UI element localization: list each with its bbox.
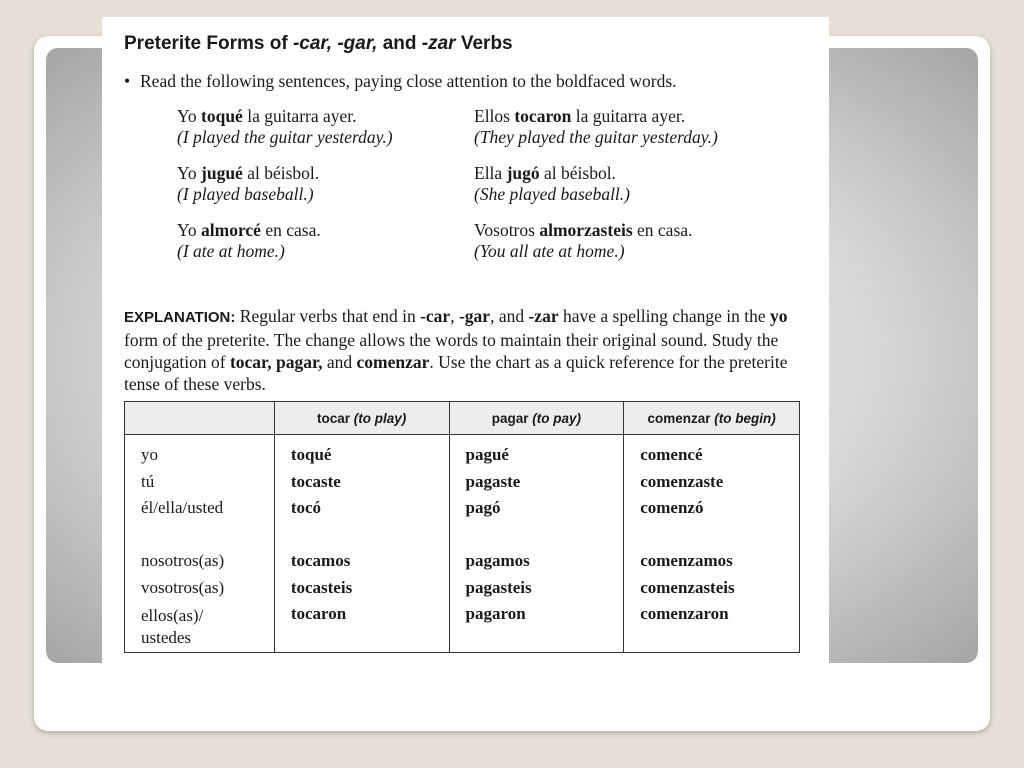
example-verb: almorcé xyxy=(201,220,261,240)
example-verb: almorzasteis xyxy=(539,220,633,240)
example-pre: Yo xyxy=(177,106,202,126)
conjugation-table xyxy=(124,401,800,653)
example-pre: Ellos xyxy=(474,106,515,126)
row-spacer xyxy=(466,522,624,549)
comenzar-column xyxy=(624,435,800,653)
form-cell: comenzamos xyxy=(640,551,733,570)
pronoun-column xyxy=(125,435,275,653)
explanation-bold: tocar, pagar, xyxy=(229,351,323,372)
explanation-text: , and xyxy=(490,305,529,326)
explanation-bold: -car xyxy=(420,305,451,326)
pronoun-cell: vosotros(as) xyxy=(141,577,225,597)
pronoun-cell: yo xyxy=(141,445,158,464)
table-header-comenzar xyxy=(624,402,800,435)
table-header-empty xyxy=(125,402,275,435)
example-sentence xyxy=(474,163,718,184)
example-pre: Ella xyxy=(474,163,507,183)
examples-right xyxy=(474,106,718,277)
title-suffix: Verbs xyxy=(455,33,513,54)
explanation-bold: comenzar xyxy=(356,351,430,372)
pronoun-cell: nosotros(as) xyxy=(141,551,225,570)
table-row xyxy=(125,435,800,653)
document-title xyxy=(124,33,513,55)
explanation-text: Regular verbs that end in xyxy=(235,305,421,326)
pronoun-cell: ellos(as)/ xyxy=(141,606,204,625)
example-post: la guitarra ayer. xyxy=(242,106,357,126)
example-pair xyxy=(177,106,393,163)
example-sentence xyxy=(474,106,718,127)
form-cell: tocó xyxy=(290,498,322,517)
form-cell: pagasteis xyxy=(465,577,532,597)
example-pre: Yo xyxy=(177,220,202,240)
form-cell: comenzó xyxy=(640,498,704,517)
title-prefix: Preterite Forms of xyxy=(124,33,293,54)
document-page xyxy=(102,17,829,663)
explanation-text: form of the preterite. The change allows the words to maintain their original sound. Study the conjugation of xyxy=(124,329,779,372)
header-verb: tocar xyxy=(317,410,351,426)
form-cell: comenzaste xyxy=(640,471,724,491)
example-translation: (I ate at home.) xyxy=(177,241,285,261)
example-sentence xyxy=(177,163,393,184)
form-cell: tocasteis xyxy=(290,577,353,597)
example-translation: (I played the guitar yesterday.) xyxy=(177,127,393,147)
title-zar: -zar xyxy=(421,33,456,54)
example-pair xyxy=(474,220,718,277)
explanation-paragraph xyxy=(124,305,814,395)
header-verb: comenzar xyxy=(647,410,711,426)
form-cell: pagaste xyxy=(465,471,521,491)
row-spacer xyxy=(291,522,449,549)
row-spacer xyxy=(640,522,799,549)
pagar-column xyxy=(449,435,624,653)
bullet-icon: • xyxy=(124,71,131,91)
example-sentence xyxy=(177,106,393,127)
explanation-text: . Use the chart as a quick reference for the preterite tense of these verbs. xyxy=(124,351,788,394)
form-cell: pagaron xyxy=(465,604,526,623)
example-post: en casa. xyxy=(260,220,321,240)
example-pair xyxy=(177,163,393,220)
title-and: and xyxy=(377,33,422,54)
form-cell: tocaste xyxy=(290,471,341,491)
example-verb: toqué xyxy=(201,106,243,126)
instruction-text: Read the following sentences, paying close attention to the boldfaced words. xyxy=(140,71,677,91)
example-translation: (She played baseball.) xyxy=(474,184,630,204)
pronoun-cell: tú xyxy=(141,471,155,491)
example-translation: (They played the guitar yesterday.) xyxy=(474,127,718,147)
table-header-tocar xyxy=(274,402,449,435)
instruction-line xyxy=(124,71,677,92)
explanation-bold: -gar xyxy=(458,305,491,326)
form-cell: pagó xyxy=(465,498,501,517)
pronoun-cell-stack xyxy=(141,605,274,649)
examples-left xyxy=(177,106,393,277)
header-verb: pagar xyxy=(491,410,529,426)
explanation-bold: -zar xyxy=(528,305,559,326)
form-cell: comenzasteis xyxy=(640,577,735,597)
pronoun-cell: él/ella/usted xyxy=(141,498,224,517)
example-post: la guitarra ayer. xyxy=(571,106,686,126)
example-sentence xyxy=(177,220,393,241)
table-header-row xyxy=(125,402,800,435)
explanation-text: have a spelling change in the xyxy=(558,305,770,326)
form-cell: toqué xyxy=(290,445,332,464)
example-pair xyxy=(474,106,718,163)
header-meaning: (to begin) xyxy=(714,410,776,426)
form-cell: pagué xyxy=(465,445,509,464)
explanation-label: EXPLANATION: xyxy=(124,308,236,326)
explanation-text: and xyxy=(322,351,357,372)
example-pre: Vosotros xyxy=(474,220,540,240)
form-cell: pagamos xyxy=(465,551,530,570)
example-pre: Yo xyxy=(177,163,202,183)
example-post: en casa. xyxy=(632,220,693,240)
example-pair xyxy=(474,163,718,220)
example-sentence xyxy=(474,220,718,241)
pronoun-cell: ustedes xyxy=(141,628,192,647)
form-cell: tocamos xyxy=(290,551,351,570)
example-translation: (I played baseball.) xyxy=(177,184,314,204)
row-spacer xyxy=(141,522,274,549)
form-cell: comenzaron xyxy=(640,604,729,623)
example-post: al béisbol. xyxy=(242,163,320,183)
example-verb: tocaron xyxy=(514,106,572,126)
tocar-column xyxy=(274,435,449,653)
header-meaning: (to pay) xyxy=(532,410,581,426)
example-post: al béisbol. xyxy=(539,163,616,183)
header-meaning: (to play) xyxy=(353,410,407,426)
example-translation: (You all ate at home.) xyxy=(474,241,625,261)
example-verb: jugué xyxy=(201,163,243,183)
example-pair xyxy=(177,220,393,277)
explanation-bold: yo xyxy=(769,305,788,326)
title-car: -car, xyxy=(292,33,333,54)
form-cell: tocaron xyxy=(290,604,347,623)
example-verb: jugó xyxy=(506,163,540,183)
table-header-pagar xyxy=(449,402,624,435)
explanation-text: , xyxy=(450,305,459,326)
form-cell: comencé xyxy=(640,445,703,464)
title-gar: -gar, xyxy=(337,33,378,54)
